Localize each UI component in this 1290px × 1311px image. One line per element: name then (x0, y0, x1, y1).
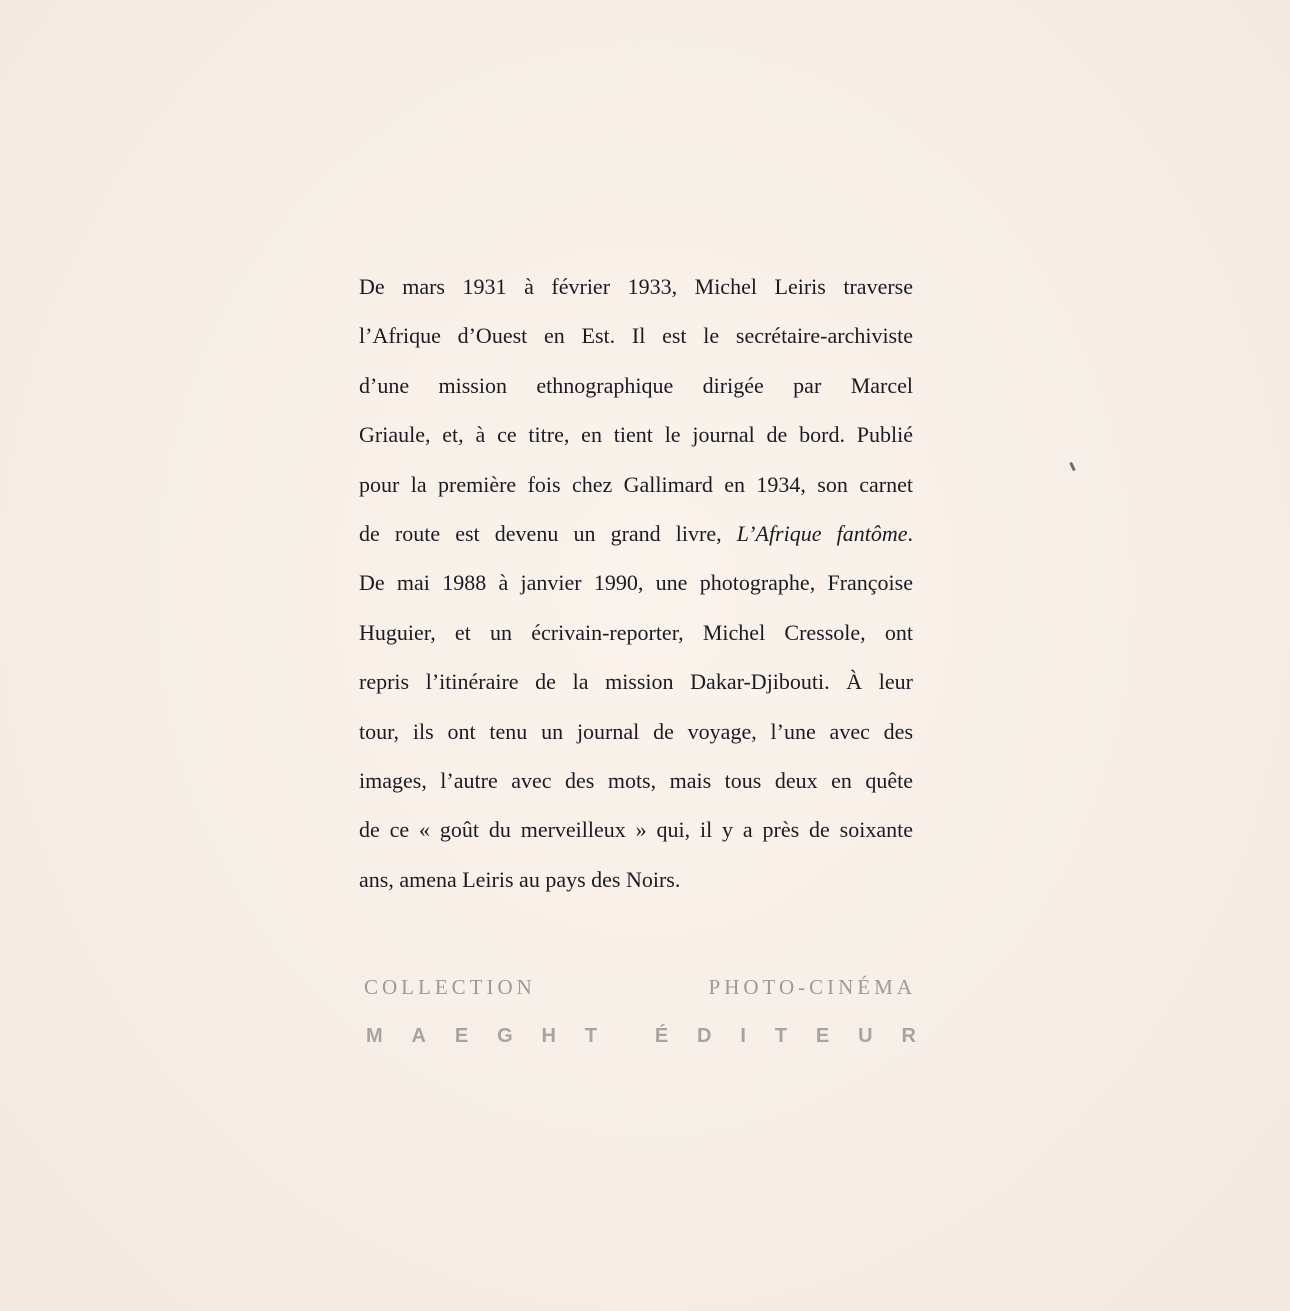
publisher-letter: M (366, 1025, 383, 1047)
blurb-line-6 (359, 509, 913, 558)
blurb-line-10: tour, ils ont tenu un journal de voyage, l’une avec des (359, 718, 913, 744)
blurb-line-6-text: de route est devenu un grand livre, (359, 520, 722, 546)
publisher-letter: R (901, 1025, 916, 1047)
publisher-letter: T (774, 1025, 788, 1047)
publisher-letter: G (497, 1025, 513, 1047)
paper-speck (1069, 462, 1076, 471)
blurb-line-4: Griaule, et, à ce titre, en tient le journal de bord. Publié (359, 422, 913, 448)
blurb-line-13: ans, amena Leiris au pays des Noirs. (359, 866, 681, 892)
publisher-letter: E (454, 1025, 469, 1047)
publisher-letter: U (858, 1025, 873, 1047)
publisher-letter: H (541, 1025, 556, 1047)
blurb-line-9: repris l’itinéraire de la mission Dakar-Djibouti. À leur (359, 669, 913, 695)
book-title: L’Afrique fantôme (736, 520, 908, 546)
book-title-period: . (907, 520, 914, 546)
publisher-letter: É (654, 1025, 669, 1047)
publisher-letter: A (411, 1025, 426, 1047)
blurb-line-3: d’une mission ethnographique dirigée par Marcel (359, 372, 913, 398)
blurb-line-2: l’Afrique d’Ouest en Est. Il est le secrétaire-archiviste (359, 323, 913, 349)
blurb-line-5: pour la première fois chez Gallimard en 1934, son carnet (359, 471, 913, 497)
publisher-letter: E (815, 1025, 830, 1047)
publisher-letter: T (584, 1025, 598, 1047)
blurb-line-11: images, l’autre avec des mots, mais tous deux en quête (359, 767, 913, 793)
blurb-line-1: De mars 1931 à février 1933, Michel Leiris traverse (359, 274, 913, 299)
publisher-name (366, 1025, 916, 1055)
blurb-line-7: De mai 1988 à janvier 1990, une photographe, Françoise (359, 570, 913, 596)
publisher-letter: D (697, 1025, 712, 1047)
blurb-line-12: de ce « goût du merveilleux » qui, il y a près de soixante (359, 817, 913, 843)
blurb-paragraph (359, 262, 913, 904)
publisher-letter: I (740, 1025, 746, 1047)
blurb-line-8: Huguier, et un écrivain-reporter, Michel Cressole, ont (359, 619, 913, 645)
collection-name: COLLECTION PHOTO-CINÉMA (364, 975, 916, 999)
